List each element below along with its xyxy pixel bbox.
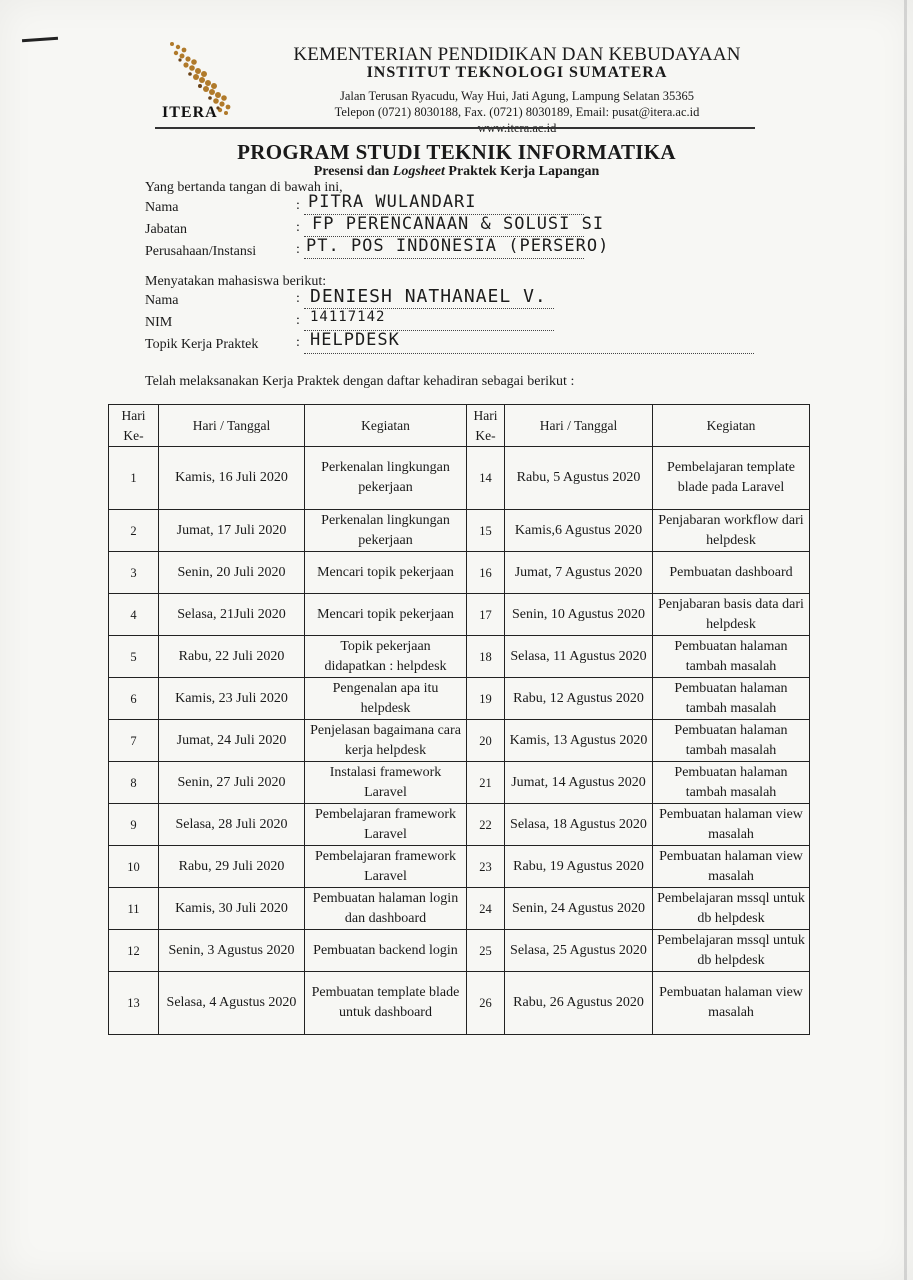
date-cell: Rabu, 5 Agustus 2020 — [505, 447, 653, 510]
date-cell: Selasa, 11 Agustus 2020 — [505, 636, 653, 678]
colon: : — [296, 313, 300, 328]
activity-cell: Mencari topik pekerjaan — [305, 594, 467, 636]
activity-cell: Penjabaran workflow dari helpdesk — [653, 510, 810, 552]
supervisor-name-label: Nama — [145, 200, 179, 215]
date-cell: Senin, 10 Agustus 2020 — [505, 594, 653, 636]
letterhead — [282, 44, 752, 136]
date-cell: Rabu, 12 Agustus 2020 — [505, 678, 653, 720]
day-no: 12 — [109, 930, 159, 972]
activity-cell: Perkenalan lingkungan pekerjaan — [305, 447, 467, 510]
date-cell: Kamis, 16 Juli 2020 — [159, 447, 305, 510]
day-no: 20 — [467, 720, 505, 762]
fill-line — [304, 353, 754, 354]
table-row — [109, 762, 810, 804]
activity-cell: Pembuatan halaman tambah masalah — [653, 678, 810, 720]
day-no: 14 — [467, 447, 505, 510]
date-cell: Senin, 24 Agustus 2020 — [505, 888, 653, 930]
date-cell: Jumat, 7 Agustus 2020 — [505, 552, 653, 594]
date-cell: Jumat, 17 Juli 2020 — [159, 510, 305, 552]
date-cell: Selasa, 21Juli 2020 — [159, 594, 305, 636]
header-day-no: Hari Ke- — [467, 405, 505, 447]
attendance-statement: Telah melaksanakan Kerja Praktek dengan daftar kehadiran sebagai berikut : — [145, 374, 575, 389]
header-date: Hari / Tanggal — [505, 405, 653, 447]
logo-wordmark: ITERA — [162, 104, 218, 121]
colon: : — [296, 335, 300, 350]
date-cell: Rabu, 26 Agustus 2020 — [505, 972, 653, 1035]
ministry-name: KEMENTERIAN PENDIDIKAN DAN KEBUDAYAAN — [293, 44, 741, 65]
activity-cell: Penjelasan bagaimana cara kerja helpdesk — [305, 720, 467, 762]
date-cell: Kamis, 30 Juli 2020 — [159, 888, 305, 930]
activity-cell: Instalasi framework Laravel — [305, 762, 467, 804]
date-cell: Selasa, 28 Juli 2020 — [159, 804, 305, 846]
student-name-value: DENIESH NATHANAEL V. — [310, 286, 547, 307]
supervisor-company-value: PT. POS INDONESIA (PERSERO) — [306, 236, 610, 256]
table-row — [109, 678, 810, 720]
date-cell: Selasa, 18 Agustus 2020 — [505, 804, 653, 846]
day-no: 13 — [109, 972, 159, 1035]
table-row — [109, 510, 810, 552]
activity-cell: Topik pekerjaan didapatkan : helpdesk — [305, 636, 467, 678]
activity-cell: Pembuatan template blade untuk dashboard — [305, 972, 467, 1035]
table-row — [109, 972, 810, 1035]
header-activity: Kegiatan — [305, 405, 467, 447]
activity-cell: Penjabaran basis data dari helpdesk — [653, 594, 810, 636]
day-no: 9 — [109, 804, 159, 846]
day-no: 22 — [467, 804, 505, 846]
day-no: 18 — [467, 636, 505, 678]
day-no: 5 — [109, 636, 159, 678]
activity-cell: Pembelajaran template blade pada Laravel — [653, 447, 810, 510]
table-row — [109, 888, 810, 930]
date-cell: Senin, 27 Juli 2020 — [159, 762, 305, 804]
attendance-table — [108, 404, 810, 1035]
date-cell: Kamis, 23 Juli 2020 — [159, 678, 305, 720]
activity-cell: Pembuatan halaman tambah masalah — [653, 762, 810, 804]
activity-cell: Pembelajaran framework Laravel — [305, 804, 467, 846]
activity-cell: Pembuatan dashboard — [653, 552, 810, 594]
institution-address: Jalan Terusan Ryacudu, Way Hui, Jati Agung, Lampung Selatan 35365 — [339, 89, 695, 103]
date-cell: Rabu, 22 Juli 2020 — [159, 636, 305, 678]
date-cell: Senin, 3 Agustus 2020 — [159, 930, 305, 972]
student-topic-label: Topik Kerja Praktek — [145, 337, 259, 352]
table-row — [109, 594, 810, 636]
day-no: 7 — [109, 720, 159, 762]
institution-contact: Telepon (0721) 8030188, Fax. (0721) 8030189, Email: pusat@itera.ac.id — [334, 105, 700, 119]
supervisor-position-value: FP PERENCANAAN & SOLUSI SI — [312, 214, 605, 234]
table-row — [109, 846, 810, 888]
table-row — [109, 552, 810, 594]
day-no: 19 — [467, 678, 505, 720]
table-row — [109, 447, 810, 510]
day-no: 16 — [467, 552, 505, 594]
student-topic-value: HELPDESK — [310, 330, 400, 350]
document-subtitle — [0, 164, 913, 180]
subtitle-suffix: Praktek Kerja Lapangan — [444, 164, 600, 179]
day-no: 11 — [109, 888, 159, 930]
supervisor-company-label: Perusahaan/Instansi — [145, 244, 257, 259]
activity-cell: Pembelajaran mssql untuk db helpdesk — [653, 930, 810, 972]
activity-cell: Pembuatan halaman tambah masalah — [653, 720, 810, 762]
date-cell: Jumat, 14 Agustus 2020 — [505, 762, 653, 804]
day-no: 21 — [467, 762, 505, 804]
day-no: 2 — [109, 510, 159, 552]
activity-cell: Pembuatan halaman login dan dashboard — [305, 888, 467, 930]
student-nim-label: NIM — [145, 315, 173, 330]
activity-cell: Perkenalan lingkungan pekerjaan — [305, 510, 467, 552]
institution-name: INSTITUT TEKNOLOGI SUMATERA — [366, 64, 668, 81]
pen-mark — [22, 37, 58, 43]
student-intro: Menyatakan mahasiswa berikut: — [145, 274, 327, 289]
table-row — [109, 930, 810, 972]
date-cell: Senin, 20 Juli 2020 — [159, 552, 305, 594]
activity-cell: Pembuatan halaman view masalah — [653, 846, 810, 888]
table-header-row — [109, 405, 810, 447]
day-no: 25 — [467, 930, 505, 972]
day-no: 3 — [109, 552, 159, 594]
date-cell: Rabu, 29 Juli 2020 — [159, 846, 305, 888]
activity-cell: Pembelajaran framework Laravel — [305, 846, 467, 888]
subtitle-italic: Logsheet — [392, 164, 445, 179]
day-no: 4 — [109, 594, 159, 636]
program-title: PROGRAM STUDI TEKNIK INFORMATIKA — [237, 140, 676, 164]
activity-cell: Pembelajaran mssql untuk db helpdesk — [653, 888, 810, 930]
day-no: 10 — [109, 846, 159, 888]
day-no: 26 — [467, 972, 505, 1035]
activity-cell: Pembuatan backend login — [305, 930, 467, 972]
student-name-label: Nama — [145, 293, 179, 308]
activity-cell: Mencari topik pekerjaan — [305, 552, 467, 594]
day-no: 17 — [467, 594, 505, 636]
activity-cell: Pengenalan apa itu helpdesk — [305, 678, 467, 720]
day-no: 15 — [467, 510, 505, 552]
activity-cell: Pembuatan halaman view masalah — [653, 804, 810, 846]
date-cell: Selasa, 25 Agustus 2020 — [505, 930, 653, 972]
institution-website: www.itera.ac.id — [477, 121, 557, 135]
header-day-no: Hari Ke- — [109, 405, 159, 447]
day-no: 8 — [109, 762, 159, 804]
table-row — [109, 804, 810, 846]
date-cell: Rabu, 19 Agustus 2020 — [505, 846, 653, 888]
day-no: 23 — [467, 846, 505, 888]
subtitle-prefix: Presensi dan — [313, 164, 393, 179]
colon: : — [296, 291, 300, 306]
colon: : — [296, 198, 300, 213]
table-row — [109, 720, 810, 762]
page-edge — [904, 0, 907, 1280]
supervisor-position-label: Jabatan — [145, 222, 187, 237]
table-row — [109, 636, 810, 678]
date-cell: Kamis,6 Agustus 2020 — [505, 510, 653, 552]
day-no: 6 — [109, 678, 159, 720]
date-cell: Kamis, 13 Agustus 2020 — [505, 720, 653, 762]
fill-line — [304, 258, 584, 259]
activity-cell: Pembuatan halaman tambah masalah — [653, 636, 810, 678]
supervisor-intro: Yang bertanda tangan di bawah ini, — [145, 180, 343, 195]
activity-cell: Pembuatan halaman view masalah — [653, 972, 810, 1035]
date-cell: Selasa, 4 Agustus 2020 — [159, 972, 305, 1035]
day-no: 24 — [467, 888, 505, 930]
letterhead-divider — [155, 127, 755, 129]
colon: : — [296, 242, 300, 257]
supervisor-name-value: PITRA WULANDARI — [308, 192, 477, 212]
colon: : — [296, 220, 300, 235]
header-date: Hari / Tanggal — [159, 405, 305, 447]
student-nim-value: 14117142 — [310, 309, 386, 325]
header-activity: Kegiatan — [653, 405, 810, 447]
date-cell: Jumat, 24 Juli 2020 — [159, 720, 305, 762]
day-no: 1 — [109, 447, 159, 510]
